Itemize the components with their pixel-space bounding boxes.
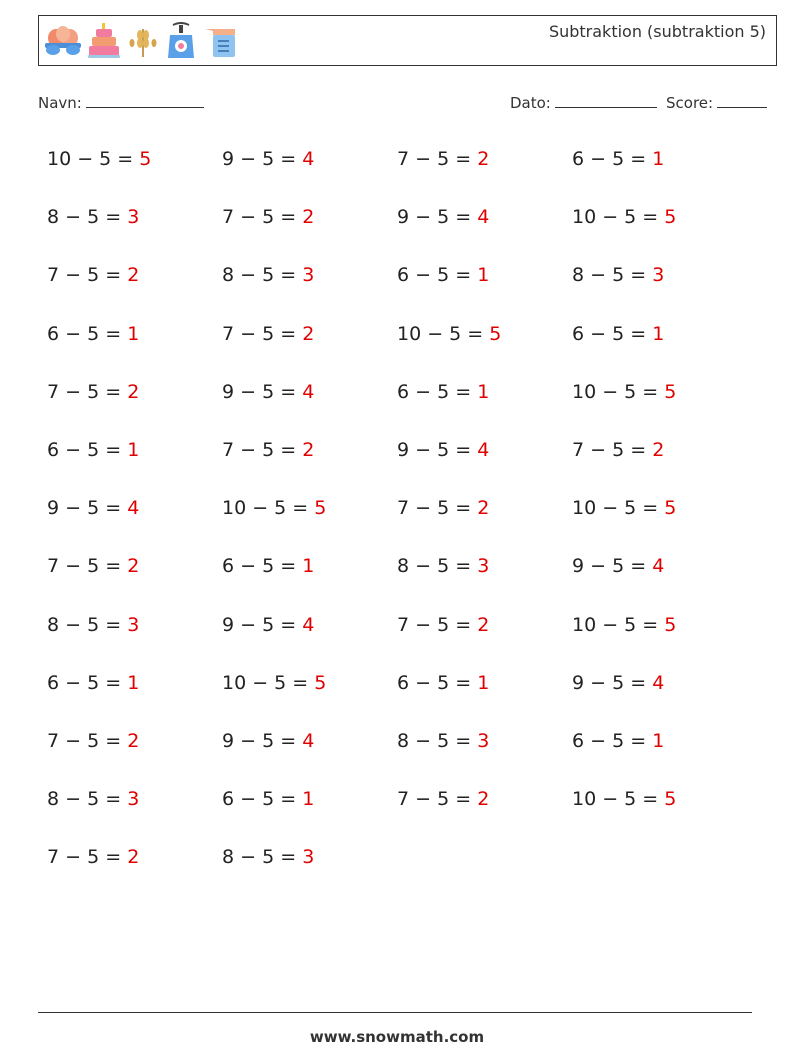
problem-item: [397, 497, 489, 519]
problem-question: 7 − 5 =: [397, 613, 478, 636]
problem-answer: 2: [477, 497, 490, 520]
problem-question: 6 − 5 =: [222, 555, 303, 578]
worksheet-header: [38, 15, 777, 66]
problem-item: [222, 846, 314, 868]
problem-answer: 4: [477, 206, 490, 229]
problem-item: [397, 148, 489, 170]
problem-question: 6 − 5 =: [47, 322, 128, 345]
header-icons: [43, 22, 239, 60]
problem-item: [397, 323, 501, 345]
problem-item: [572, 439, 664, 461]
problem-answer: 5: [314, 671, 327, 694]
problem-answer: 1: [127, 322, 140, 345]
problem-answer: 2: [477, 148, 490, 170]
problem-question: 8 − 5 =: [572, 264, 653, 287]
problem-question: 9 − 5 =: [222, 380, 303, 403]
problem-item: [572, 264, 664, 286]
problem-item: [47, 555, 139, 577]
problem-answer: 4: [302, 148, 315, 170]
problem-item: [397, 439, 489, 461]
problem-answer: 1: [127, 439, 140, 461]
problem-question: 9 − 5 =: [397, 206, 478, 229]
problem-item: [572, 672, 664, 694]
problem-question: 10 − 5 =: [572, 497, 665, 520]
problem-question: 9 − 5 =: [572, 671, 653, 694]
problem-answer: 1: [652, 730, 665, 752]
problem-question: 6 − 5 =: [47, 439, 128, 461]
problem-item: [222, 555, 314, 577]
cake-icon: [87, 22, 121, 60]
problem-item: [47, 381, 139, 403]
problem-question: 7 − 5 =: [572, 439, 653, 461]
problem-question: 7 − 5 =: [47, 264, 128, 287]
problem-answer: 1: [477, 671, 490, 694]
problem-answer: 5: [664, 788, 677, 811]
score-field[interactable]: [666, 93, 767, 112]
problem-answer: 2: [127, 555, 140, 578]
problem-question: 9 − 5 =: [397, 439, 478, 461]
problem-answer: 1: [127, 671, 140, 694]
problem-item: [397, 614, 489, 636]
problem-question: 9 − 5 =: [47, 497, 128, 520]
problem-question: 6 − 5 =: [397, 264, 478, 287]
problem-item: [397, 206, 489, 228]
problem-item: [397, 672, 489, 694]
problem-answer: 1: [477, 264, 490, 287]
problem-item: [572, 148, 664, 170]
score-label: Score:: [666, 94, 714, 112]
problem-question: 7 − 5 =: [222, 439, 303, 461]
problem-question: 10 − 5 =: [572, 206, 665, 229]
score-line[interactable]: [717, 93, 767, 108]
problem-answer: 2: [127, 846, 140, 869]
problem-item: [47, 497, 139, 519]
problem-answer: 3: [477, 555, 490, 578]
problem-answer: 3: [302, 846, 315, 869]
problem-item: [572, 614, 676, 636]
problem-answer: 1: [652, 148, 665, 170]
problem-answer: 4: [477, 439, 490, 461]
problem-question: 6 − 5 =: [572, 322, 653, 345]
problem-question: 8 − 5 =: [222, 846, 303, 869]
problem-item: [47, 264, 139, 286]
problem-item: [222, 672, 326, 694]
problem-answer: 5: [314, 497, 327, 520]
problem-item: [222, 439, 314, 461]
problem-question: 6 − 5 =: [222, 788, 303, 811]
problem-answer: 5: [664, 613, 677, 636]
problem-answer: 5: [664, 380, 677, 403]
problem-item: [222, 381, 314, 403]
footer-site: www.snowmath.com: [309, 1028, 485, 1046]
problem-question: 10 − 5 =: [572, 788, 665, 811]
problem-question: 7 − 5 =: [47, 846, 128, 869]
problem-answer: 1: [302, 788, 315, 811]
footer-divider: [38, 1012, 752, 1013]
problem-question: 7 − 5 =: [222, 206, 303, 229]
problem-answer: 2: [652, 439, 665, 461]
problem-question: 6 − 5 =: [572, 148, 653, 170]
problem-answer: 4: [302, 380, 315, 403]
problem-answer: 2: [302, 322, 315, 345]
problem-question: 8 − 5 =: [47, 613, 128, 636]
problem-question: 6 − 5 =: [572, 730, 653, 752]
problem-answer: 2: [127, 730, 140, 752]
problem-question: 10 − 5 =: [47, 148, 140, 170]
problem-item: [572, 323, 664, 345]
problem-question: 7 − 5 =: [47, 555, 128, 578]
problem-item: [397, 730, 489, 752]
problem-question: 7 − 5 =: [397, 497, 478, 520]
problem-answer: 1: [477, 380, 490, 403]
problem-question: 10 − 5 =: [397, 322, 490, 345]
problem-item: [47, 206, 139, 228]
problem-question: 9 − 5 =: [572, 555, 653, 578]
problem-answer: 5: [664, 497, 677, 520]
problem-question: 9 − 5 =: [222, 613, 303, 636]
wheat-icon: [125, 23, 161, 59]
date-label: Dato:: [510, 94, 551, 112]
problem-answer: 1: [652, 322, 665, 345]
problem-answer: 4: [127, 497, 140, 520]
problem-item: [397, 381, 489, 403]
problem-item: [397, 788, 489, 810]
problem-item: [47, 323, 139, 345]
problem-question: 7 − 5 =: [222, 322, 303, 345]
name-label: Navn:: [38, 94, 82, 112]
problem-answer: 4: [652, 671, 665, 694]
problem-question: 9 − 5 =: [222, 148, 303, 170]
scale-icon: [165, 21, 197, 61]
problem-item: [47, 148, 151, 170]
problem-answer: 5: [139, 148, 152, 170]
problem-question: 6 − 5 =: [47, 671, 128, 694]
problem-item: [572, 381, 676, 403]
problem-answer: 1: [302, 555, 315, 578]
problem-item: [47, 439, 139, 461]
problem-answer: 3: [302, 264, 315, 287]
problem-question: 10 − 5 =: [572, 613, 665, 636]
problem-question: 8 − 5 =: [222, 264, 303, 287]
problem-item: [222, 614, 314, 636]
problem-question: 7 − 5 =: [397, 788, 478, 811]
problem-answer: 5: [664, 206, 677, 229]
date-line[interactable]: [555, 93, 657, 108]
problem-item: [572, 730, 664, 752]
problem-answer: 2: [127, 380, 140, 403]
problem-item: [397, 264, 489, 286]
problem-answer: 5: [489, 322, 502, 345]
problem-answer: 2: [302, 439, 315, 461]
problem-item: [222, 264, 314, 286]
problem-answer: 3: [477, 730, 490, 752]
problem-item: [47, 846, 139, 868]
problem-answer: 2: [127, 264, 140, 287]
problem-answer: 4: [302, 613, 315, 636]
problem-item: [572, 555, 664, 577]
problem-answer: 2: [477, 788, 490, 811]
problem-item: [222, 323, 314, 345]
problem-question: 9 − 5 =: [222, 730, 303, 752]
problem-answer: 3: [652, 264, 665, 287]
worksheet-title: Subtraktion (subtraktion 5): [548, 22, 766, 41]
problem-question: 7 − 5 =: [47, 380, 128, 403]
problem-question: 10 − 5 =: [572, 380, 665, 403]
problem-question: 7 − 5 =: [397, 148, 478, 170]
problem-item: [222, 206, 314, 228]
problem-question: 10 − 5 =: [222, 671, 315, 694]
name-line[interactable]: [86, 93, 204, 108]
problem-question: 8 − 5 =: [397, 555, 478, 578]
problem-question: 8 − 5 =: [47, 206, 128, 229]
date-field[interactable]: [510, 93, 657, 112]
problem-answer: 3: [127, 206, 140, 229]
problem-item: [572, 206, 676, 228]
problem-item: [47, 730, 139, 752]
problem-answer: 2: [302, 206, 315, 229]
problem-item: [47, 672, 139, 694]
problem-question: 7 − 5 =: [47, 730, 128, 752]
problem-question: 10 − 5 =: [222, 497, 315, 520]
problem-item: [397, 555, 489, 577]
name-field[interactable]: [38, 93, 204, 112]
problem-item: [222, 497, 326, 519]
problem-answer: 2: [477, 613, 490, 636]
problem-answer: 3: [127, 613, 140, 636]
problem-question: 6 − 5 =: [397, 671, 478, 694]
measuring-cup-icon: [201, 23, 239, 59]
problem-item: [222, 730, 314, 752]
problem-item: [47, 614, 139, 636]
problem-answer: 4: [302, 730, 315, 752]
problem-question: 6 − 5 =: [397, 380, 478, 403]
problem-item: [222, 148, 314, 170]
problem-answer: 3: [127, 788, 140, 811]
problem-item: [572, 788, 676, 810]
problem-item: [47, 788, 139, 810]
problem-item: [572, 497, 676, 519]
problem-question: 8 − 5 =: [397, 730, 478, 752]
problem-item: [222, 788, 314, 810]
eggs-icon: [43, 24, 83, 58]
problem-answer: 4: [652, 555, 665, 578]
problem-question: 8 − 5 =: [47, 788, 128, 811]
